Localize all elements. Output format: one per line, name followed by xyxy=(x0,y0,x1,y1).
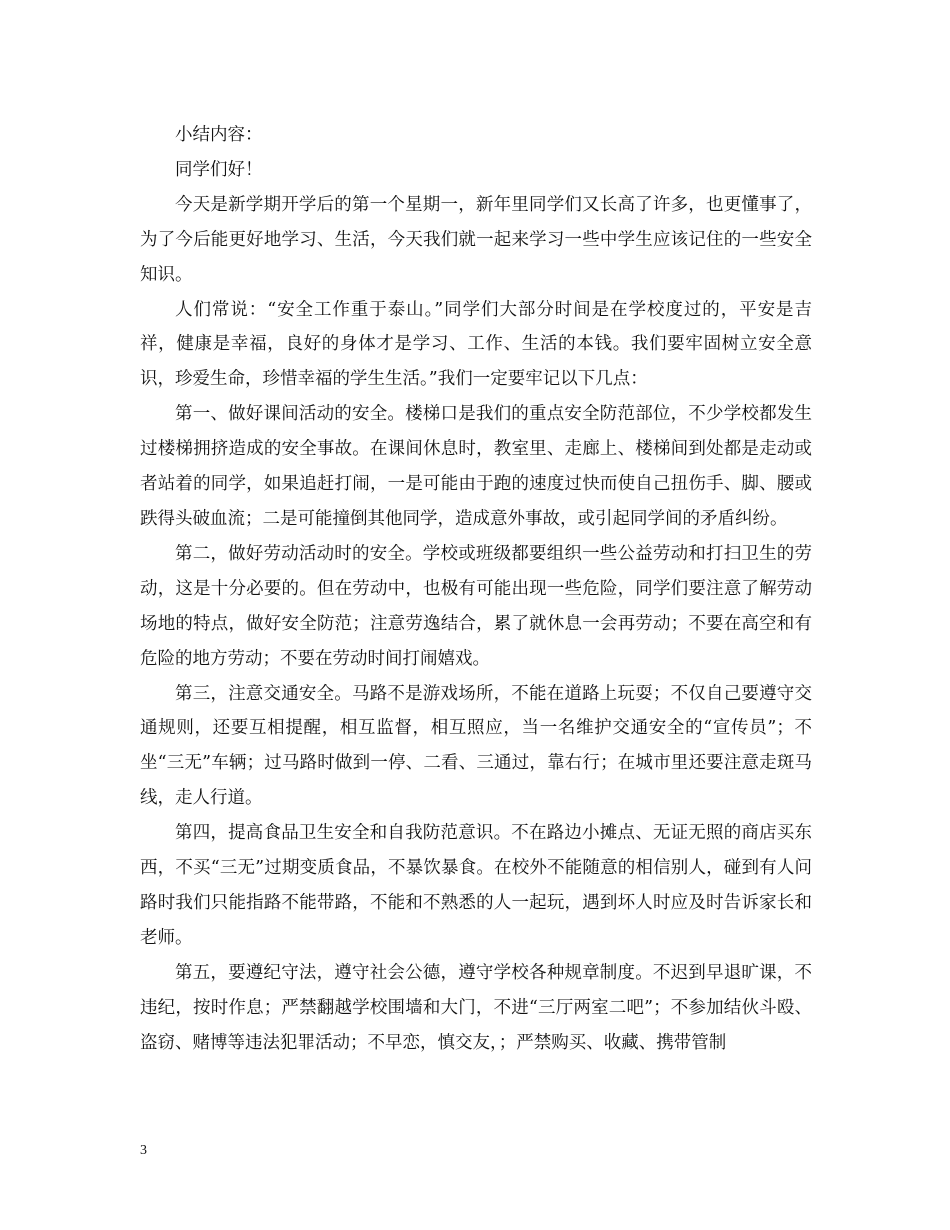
paragraph-point-four: 第四，提高食品卫生安全和自我防范意识。不在路边小摊点、无证无照的商店买东西，不买“三无”过期变质食品，不暴饮暴食。在校外不能随意的相信别人，碰到有人问路时我们只能指路不能带路，不能和不熟悉的人一起玩，遇到坏人时应及时告诉家长和老师。 xyxy=(140,823,812,948)
paragraph-safety-saying: 人们常说：“安全工作重于泰山。”同学们大部分时间是在学校度过的，平安是吉祥，健康是幸福，良好的身体才是学习、工作、生活的本钱。我们要牢固树立安全意识，珍爱生命，珍惜幸福的学生生活。”我们一定要牢记以下几点： xyxy=(140,299,812,390)
paragraph-summary-label: 小结内容： xyxy=(175,125,263,145)
paragraph-intro: 今天是新学期开学后的第一个星期一，新年里同学们又长高了许多，也更懂事了，为了今后能更好地学习、生活，今天我们就一起来学习一些中学生应该记住的一些安全知识。 xyxy=(140,194,812,285)
paragraph-point-two: 第二，做好劳动活动时的安全。学校或班级都要组织一些公益劳动和打扫卫生的劳动，这是十分必要的。但在劳动中，也极有可能出现一些危险，同学们要注意了解劳动场地的特点，做好安全防范；注意劳逸结合，累了就休息一会再劳动；不要在高空和有危险的地方劳动；不要在劳动时间打闹嬉戏。 xyxy=(140,543,812,669)
paragraph-point-three: 第三，注意交通安全。马路不是游戏场所，不能在道路上玩耍；不仅自己要遵守交通规则，还要互相提醒，相互监督，相互照应，当一名维护交通安全的“宣传员”；不坐“三无”车辆；过马路时做到一停、二看、三通过，靠右行；在城市里还要注意走斑马线，走人行道。 xyxy=(140,683,812,809)
page-number: 3 xyxy=(140,1143,147,1158)
document-body xyxy=(140,118,812,1060)
paragraph-point-one: 第一、做好课间活动的安全。楼梯口是我们的重点安全防范部位，不少学校都发生过楼梯拥挤造成的安全事故。在课间休息时，教室里、走廊上、楼梯间到处都是走动或者站着的同学，如果追赶打闹，一是可能由于跑的速度过快而使自己扭伤手、脚、腰或跌得头破血流；二是可能撞倒其他同学，造成意外事故，或引起同学间的矛盾纠纷。 xyxy=(140,404,812,529)
paragraph-point-five: 第五，要遵纪守法，遵守社会公德，遵守学校各种规章制度。不迟到早退旷课，不违纪，按时作息；严禁翻越学校围墙和大门，不进“三厅两室二吧”；不参加结伙斗殴、盗窃、赌博等违法犯罪活动；不早恋，慎交友，；严禁购买、收藏、携带管制 xyxy=(140,962,812,1053)
paragraph-greeting: 同学们好！ xyxy=(175,159,263,180)
